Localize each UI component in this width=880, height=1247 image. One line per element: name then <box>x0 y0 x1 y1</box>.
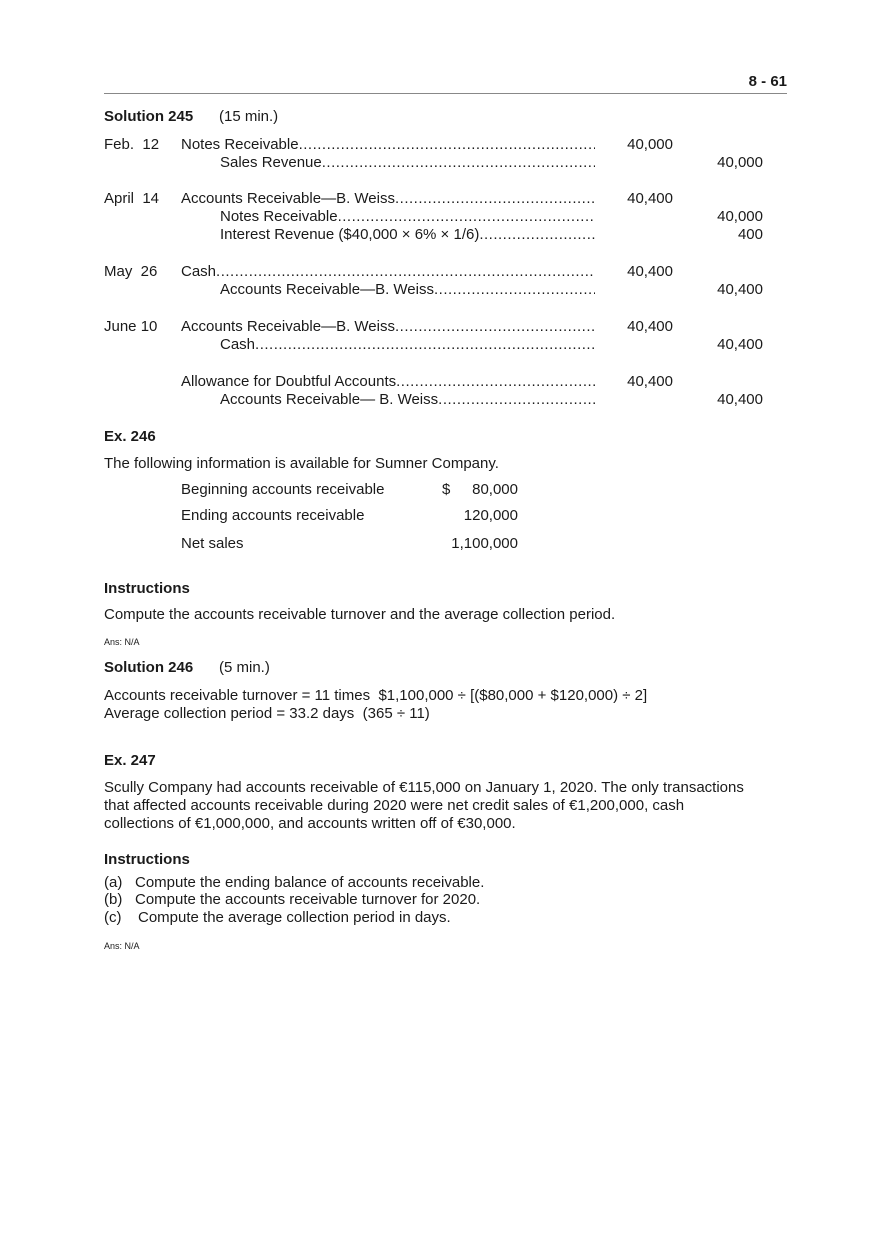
item-value: 120,000 <box>463 507 518 524</box>
ex-247-paragraph-line: collections of €1,000,000, and accounts written off of €30,000. <box>104 815 516 832</box>
list-item: Compute the average collection period in days. <box>138 909 451 926</box>
debit-amount: 40,400 <box>627 263 673 280</box>
credit-amount: 400 <box>737 226 763 243</box>
page-number: 8 - 61 <box>748 73 787 90</box>
item-label: Ending accounts receivable <box>181 507 365 524</box>
header-rule <box>104 93 787 94</box>
item-value: 1,100,000 <box>451 535 518 552</box>
credit-amount: 40,000 <box>717 154 763 171</box>
instructions-heading: Instructions <box>104 580 190 597</box>
list-item: Compute the ending balance of accounts receivable. <box>135 874 485 891</box>
account-line: Allowance for Doubtful Accounts ..... <box>181 373 595 391</box>
ex-247-paragraph-line: that affected accounts receivable during 2020 were net credit sales of €1,200,000, cash <box>104 797 685 814</box>
account-line: Accounts Receivable—B. Weiss ..... <box>181 318 595 336</box>
item-value: 80,000 <box>472 481 518 498</box>
debit-amount: 40,000 <box>627 136 673 153</box>
list-marker: (c) <box>104 909 122 926</box>
credit-amount: 40,400 <box>717 281 763 298</box>
solution-245-title: Solution 245 <box>104 108 194 125</box>
account-line: Accounts Receivable— B. Weiss ..... <box>220 391 595 409</box>
instructions-heading: Instructions <box>104 851 190 868</box>
account-line: Interest Revenue ($40,000 × 6% × 1/6) ..... <box>220 226 595 244</box>
debit-amount: 40,400 <box>627 373 673 390</box>
list-item: Compute the accounts receivable turnover for 2020. <box>135 891 481 908</box>
account-line: Cash ..... <box>220 336 595 354</box>
item-label: Net sales <box>181 535 244 552</box>
account-line: Cash ..... <box>181 263 595 281</box>
entry-date: Feb. 12 <box>104 136 160 153</box>
solution-245-time: (15 min.) <box>219 108 279 125</box>
ex-246-title: Ex. 246 <box>104 428 156 445</box>
instructions-text: Compute the accounts receivable turnover and the average collection period. <box>104 606 616 623</box>
solution-line: Average collection period = 33.2 days (365 ÷ 11) <box>104 705 430 722</box>
ex-247-title: Ex. 247 <box>104 752 156 769</box>
credit-amount: 40,400 <box>717 391 763 408</box>
account-line: Accounts Receivable—B. Weiss ..... <box>220 281 595 299</box>
debit-amount: 40,400 <box>627 318 673 335</box>
solution-246-title: Solution 246 <box>104 659 194 676</box>
account-line: Notes Receivable ..... <box>181 136 595 154</box>
item-label: Beginning accounts receivable <box>181 481 385 498</box>
credit-amount: 40,000 <box>717 208 763 225</box>
account-line: Sales Revenue ..... <box>220 154 595 172</box>
entry-date: June 10 <box>104 318 158 335</box>
ex-247-paragraph-line: Scully Company had accounts receivable of €115,000 on January 1, 2020. The only transactions <box>104 779 744 796</box>
account-line: Accounts Receivable—B. Weiss ..... <box>181 190 595 208</box>
list-marker: (b) <box>104 891 123 908</box>
ex-246-intro: The following information is available for Sumner Company. <box>104 455 499 472</box>
answer-note: Ans: N/A <box>104 637 140 647</box>
solution-line: Accounts receivable turnover = 11 times $1,100,000 ÷ [($80,000 + $120,000) ÷ 2] <box>104 687 648 704</box>
entry-date: April 14 <box>104 190 160 207</box>
credit-amount: 40,400 <box>717 336 763 353</box>
answer-note: Ans: N/A <box>104 941 140 951</box>
entry-date: May 26 <box>104 263 158 280</box>
solution-246-time: (5 min.) <box>219 659 270 676</box>
debit-amount: 40,400 <box>627 190 673 207</box>
currency-symbol: $ <box>442 481 451 498</box>
account-line: Notes Receivable ..... <box>220 208 595 226</box>
list-marker: (a) <box>104 874 123 891</box>
